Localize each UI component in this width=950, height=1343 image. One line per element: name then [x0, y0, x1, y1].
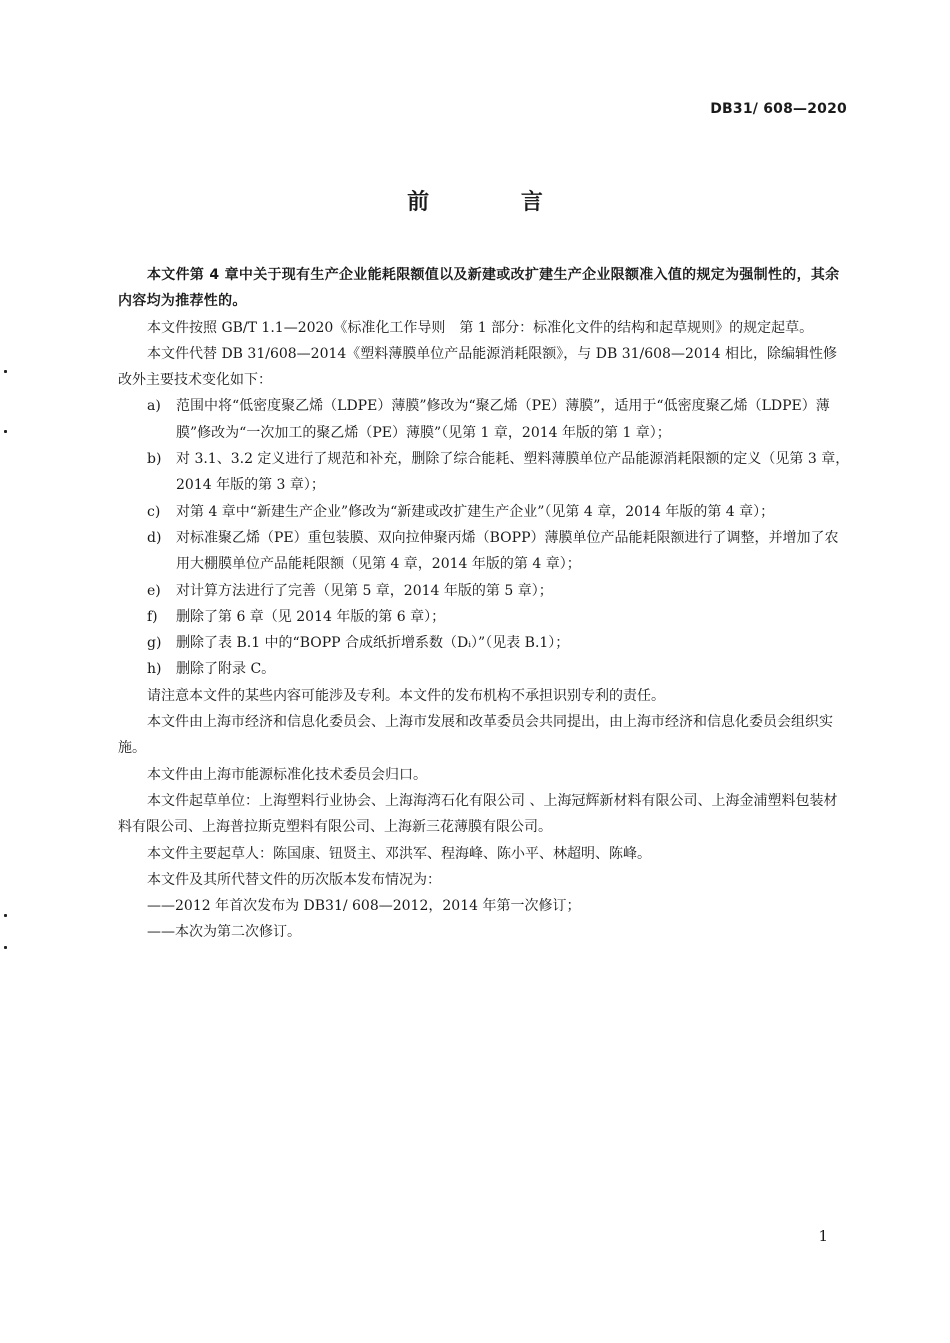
list-item-label: f) [147, 608, 158, 625]
list-item-label: e) [147, 582, 161, 599]
list-item-text: 范围中将“低密度聚乙烯（LDPE）薄膜”修改为“聚乙烯（PE）薄膜”，适用于“低密度聚乙烯（LDPE）薄膜”修改为“一次加工的聚乙烯（PE）薄膜”（见第 1 章，2014 年版的第 1 章）； [176, 398, 830, 441]
scan-speck [4, 946, 7, 949]
list-item-text: 对 3.1、3.2 定义进行了规范和补充，删除了综合能耗、塑料薄膜单位产品能源消耗限额的定义（见第 3 章，2014 年版的第 3 章）； [176, 451, 850, 494]
list-item-text: 删除了附录 C。 [176, 661, 276, 678]
list-item-text: 删除了第 6 章（见 2014 年版的第 6 章）； [176, 608, 446, 625]
page-number: 1 [818, 1227, 828, 1245]
document-id: DB31/ 608—2020 [710, 101, 847, 117]
page-title: 前 言 [407, 190, 585, 215]
list-item [118, 604, 851, 630]
foreword-body [118, 262, 851, 946]
paragraph-mandatory-clause: 本文件第 4 章中关于现有生产企业能耗限额值以及新建或改扩建生产企业限额准入值的规定为强制性的，其余内容均为推荐性的。 [118, 267, 840, 310]
scan-speck [4, 370, 7, 373]
list-item-text: 对计算方法进行了完善（见第 5 章，2014 年版的第 5 章）； [176, 582, 553, 599]
changes-list [118, 393, 851, 682]
paragraph-committee: 本文件由上海市能源标准化技术委员会归口。 [147, 766, 427, 783]
paragraph-replaces: 本文件代替 DB 31/608—2014《塑料薄膜单位产品能源消耗限额》，与 DB 31/608—2014 相比，除编辑性修改外主要技术变化如下： [118, 345, 838, 389]
paragraph-drafting-units: 本文件起草单位：上海塑料行业协会、上海海湾石化有限公司 、上海冠辉新材料有限公司、上海金浦塑料包装材料有限公司、上海普拉斯克塑料有限公司、上海新三花薄膜有限公司。 [118, 792, 838, 836]
list-item-text: 对第 4 章中“新建生产企业”修改为“新建或改扩建生产企业”（见第 4 章，2014 年版的第 4 章）； [176, 503, 775, 520]
list-item [118, 499, 851, 525]
list-item [118, 578, 851, 604]
list-item-label: c) [147, 503, 161, 520]
list-item [118, 656, 851, 682]
paragraph-drafters: 本文件主要起草人：陈国康、钮贤主、邓洪军、程海峰、陈小平、林超明、陈峰。 [147, 845, 651, 862]
list-item [118, 630, 851, 656]
list-item-label: a) [147, 398, 161, 415]
list-item-label: d) [147, 529, 162, 546]
scan-speck [4, 914, 7, 917]
paragraph-history-intro: 本文件及其所代替文件的历次版本发布情况为： [147, 871, 441, 888]
list-item [118, 393, 851, 446]
paragraph-history-second: ——本次为第二次修订。 [147, 924, 301, 941]
list-item-text: 对标准聚乙烯（PE）重包装膜、双向拉伸聚丙烯（BOPP）薄膜单位产品能耗限额进行了调整，并增加了农用大棚膜单位产品能耗限额（见第 4 章，2014 年版的第 4 章）； [176, 529, 839, 573]
paragraph-proposers: 本文件由上海市经济和信息化委员会、上海市发展和改革委员会共同提出，由上海市经济和信息化委员会组织实施。 [118, 714, 833, 757]
paragraph-drafting-rules: 本文件按照 GB/T 1.1—2020《标准化工作导则 第 1 部分：标准化文件的结构和起草规则》的规定起草。 [147, 319, 814, 336]
list-item-text: 删除了表 B.1 中的“BOPP 合成纸折增系数（Dᵢ）”（见表 B.1）； [176, 635, 570, 652]
list-item-label: h) [147, 661, 162, 678]
list-item [118, 446, 851, 499]
list-item [118, 525, 851, 578]
paragraph-patent-notice: 请注意本文件的某些内容可能涉及专利。本文件的发布机构不承担识别专利的责任。 [147, 687, 665, 704]
paragraph-history-first: ——2012 年首次发布为 DB31/ 608—2012，2014 年第一次修订； [147, 898, 581, 915]
list-item-label: g) [147, 635, 162, 652]
list-item-label: b) [147, 451, 162, 468]
scan-speck [4, 430, 7, 433]
